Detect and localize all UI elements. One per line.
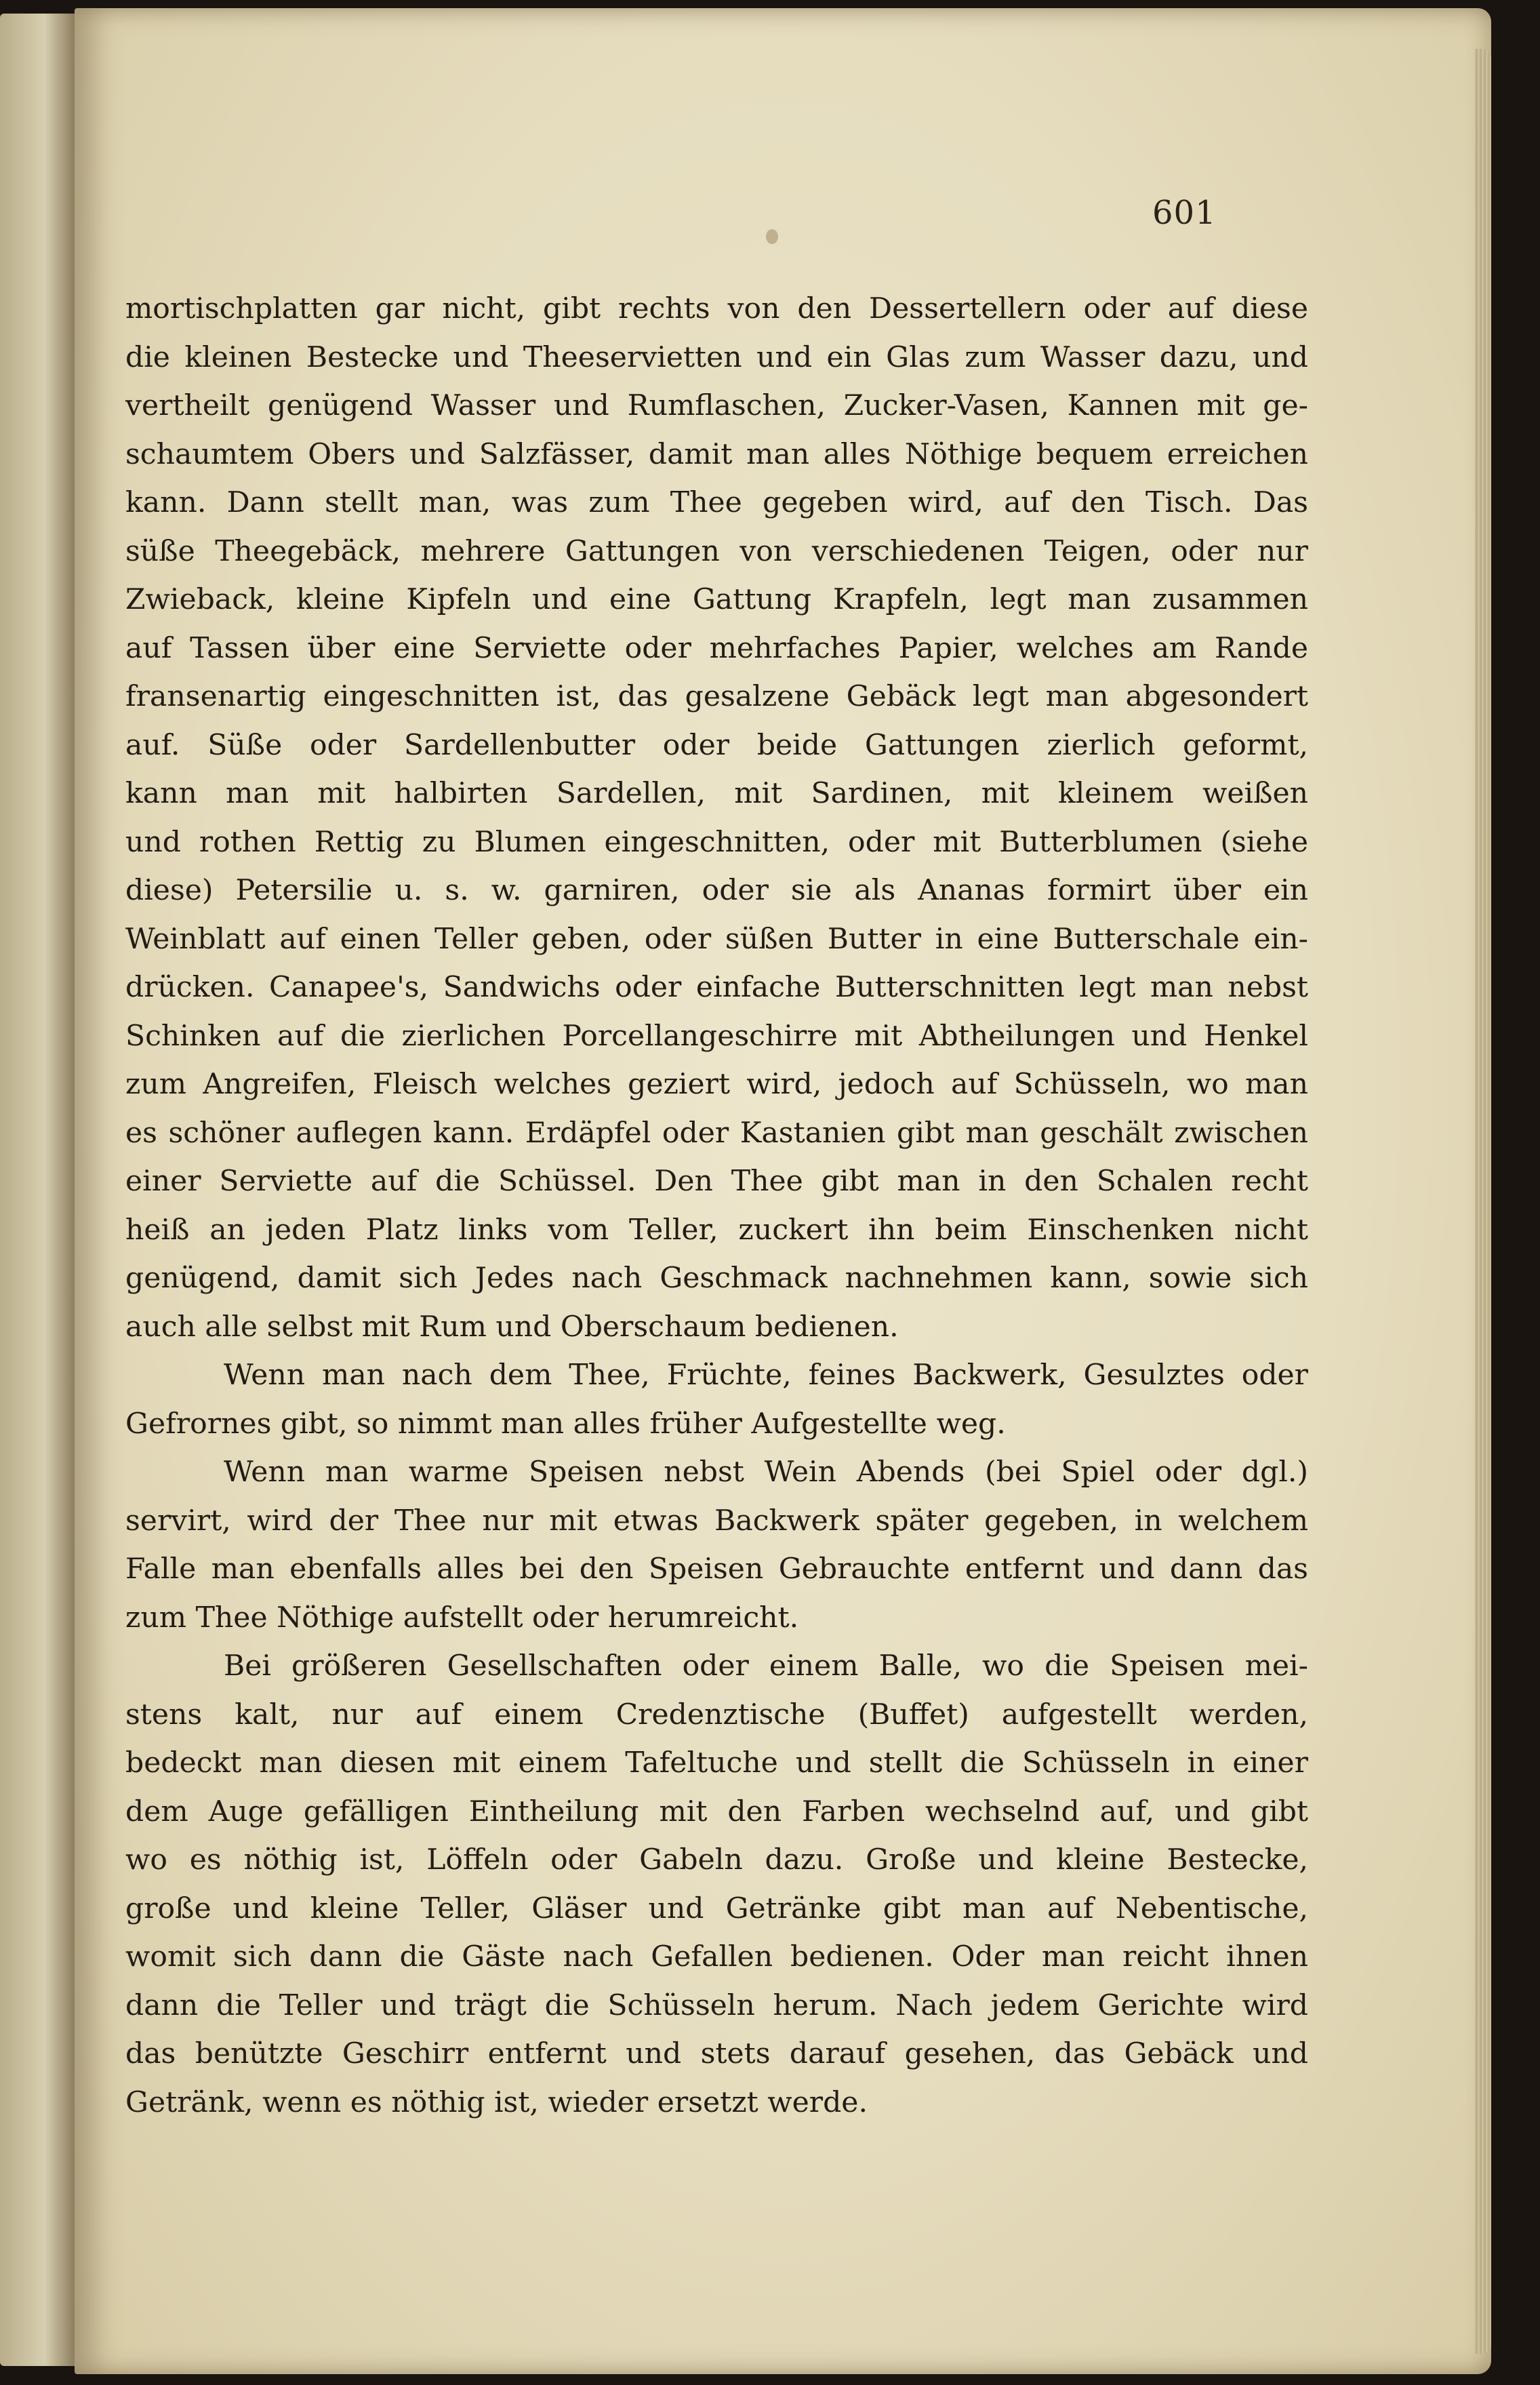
text-line: Zwieback, kleine Kipfeln und eine Gattung Krapfeln, legt man zusammen [125,583,1308,616]
paragraph [125,1448,1308,1642]
text-line: fransenartig eingeschnitten ist, das gesalzene Gebäck legt man abgesondert [125,680,1308,713]
text-line: die kleinen Bestecke und Theeservietten und ein Glas zum Wasser dazu, und [125,340,1308,374]
text-line: Bei größeren Gesellschaften oder einem Balle, wo die Speisen mei- [224,1649,1308,1683]
text-line: Falle man ebenfalls alles bei den Speisen Gebrauchte entfernt und dann das [125,1552,1308,1586]
text-line: genügend, damit sich Jedes nach Geschmack nachnehmen kann, sowie sich [125,1262,1308,1295]
paragraph [125,1642,1308,2127]
text-line: große und kleine Teller, Gläser und Getränke gibt man auf Nebentische, [125,1891,1308,1925]
text-line: und rothen Rettig zu Blumen eingeschnitten, oder mit Butterblumen (siehe [125,825,1308,859]
text-line: Weinblatt auf einen Teller geben, oder süßen Butter in eine Butterschale ein- [125,922,1308,956]
text-line: zum Angreifen, Fleisch welches geziert wird, jedoch auf Schüsseln, wo man [125,1068,1308,1101]
body-text [125,285,1308,2127]
text-line: Wenn man nach dem Thee, Früchte, feines Backwerk, Gesulztes oder [224,1359,1308,1392]
text-line: heiß an jeden Platz links vom Teller, zuckert ihn beim Einschenken nicht [125,1213,1308,1247]
text-line: stens kalt, nur auf einem Credenztische (Buffet) aufgestellt werden, [125,1698,1308,1731]
text-line: Wenn man warme Speisen nebst Wein Abends (bei Spiel oder dgl.) [224,1456,1308,1489]
text-line: mortischplatten gar nicht, gibt rechts von den Dessertellern oder auf diese [125,292,1308,325]
text-line: süße Theegebäck, mehrere Gattungen von verschiedenen Teigen, oder nur [125,534,1308,568]
page-number: 601 [1152,194,1217,232]
text-line: womit sich dann die Gäste nach Gefallen bedienen. Oder man reicht ihnen [125,1940,1308,1973]
text-line: servirt, wird der Thee nur mit etwas Backwerk später gegeben, in welchem [125,1504,1308,1538]
text-line: wo es nöthig ist, Löffeln oder Gabeln dazu. Große und kleine Bestecke, [125,1843,1308,1877]
page-fore-edge [1475,49,1491,2354]
text-line: schaumtem Obers und Salzfässer, damit man alles Nöthige bequem erreichen [125,437,1308,471]
text-line: kann. Dann stellt man, was zum Thee gegeben wird, auf den Tisch. Das [125,486,1308,519]
text-line: drücken. Canapee's, Sandwichs oder einfache Butterschnitten legt man nebst [125,971,1308,1004]
text-line: vertheilt genügend Wasser und Rumflaschen, Zucker-Vasen, Kannen mit ge- [125,389,1308,422]
text-line: auf. Süße oder Sardellenbutter oder beide Gattungen zierlich geformt, [125,728,1308,762]
text-line: bedeckt man diesen mit einem Tafeltuche und stellt die Schüsseln in einer [125,1746,1308,1780]
text-line: auf Tassen über eine Serviette oder mehrfaches Papier, welches am Rande [125,631,1308,665]
text-line: auch alle selbst mit Rum und Oberschaum bedienen. [125,1310,899,1344]
facing-page-edge [0,14,75,2366]
text-line: einer Serviette auf die Schüssel. Den Thee gibt man in den Schalen recht [125,1165,1308,1198]
text-line: es schöner auflegen kann. Erdäpfel oder Kastanien gibt man geschält zwischen [125,1116,1308,1150]
text-line: dem Auge gefälligen Eintheilung mit den Farben wechselnd auf, und gibt [125,1795,1308,1828]
paragraph [125,1351,1308,1448]
text-line: das benützte Geschirr entfernt und stets darauf gesehen, das Gebäck und [125,2037,1308,2070]
text-line: Schinken auf die zierlichen Porcellangeschirre mit Abtheilungen und Henkel [125,1019,1308,1053]
text-line: dann die Teller und trägt die Schüsseln herum. Nach jedem Gerichte wird [125,1988,1308,2022]
text-line: Gefrornes gibt, so nimmt man alles früher Aufgestellte weg. [125,1407,1006,1441]
text-line: diese) Petersilie u. s. w. garniren, oder sie als Ananas formirt über ein [125,874,1308,907]
text-line: zum Thee Nöthige aufstellt oder herumreicht. [125,1601,799,1635]
paragraph [125,285,1308,1351]
text-line: kann man mit halbirten Sardellen, mit Sardinen, mit kleinem weißen [125,777,1308,810]
paper-stain [766,229,778,244]
text-line: Getränk, wenn es nöthig ist, wieder ersetzt werde. [125,2085,868,2119]
